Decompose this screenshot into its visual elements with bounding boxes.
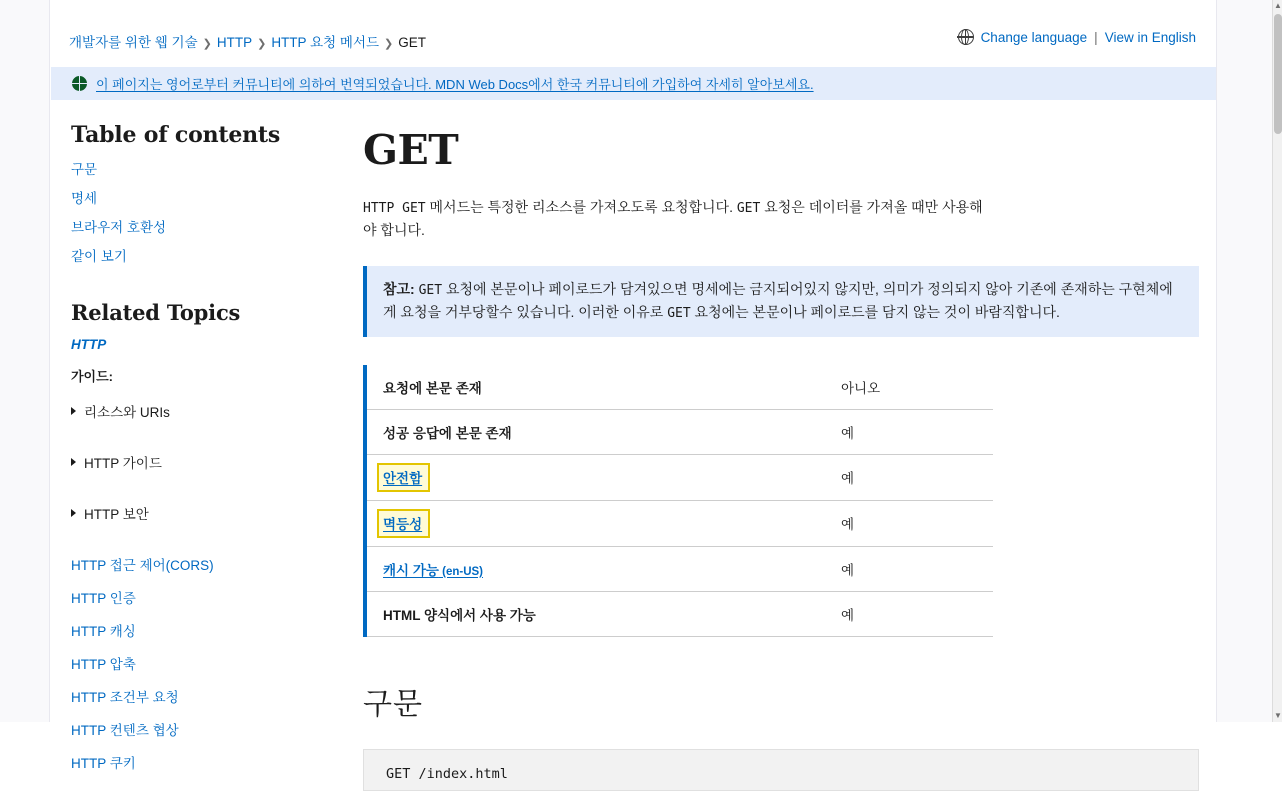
translation-notice-link[interactable]: 이 페이지는 영어로부터 커뮤니티에 의하여 번역되었습니다. MDN Web Docs에서 한국 커뮤니티에 가입하여 자세히 알아보세요. bbox=[96, 77, 814, 92]
inline-code: GET bbox=[667, 305, 691, 321]
list-item bbox=[71, 554, 331, 575]
breadcrumb-separator-2: ❯ bbox=[384, 38, 394, 50]
scroll-up-arrow-icon[interactable]: ▲ bbox=[1274, 1, 1282, 10]
main-content bbox=[363, 110, 1216, 782]
list-item bbox=[71, 752, 331, 773]
property-value: 예 bbox=[841, 471, 855, 487]
caret-right-icon bbox=[71, 458, 76, 466]
toc-item-3[interactable]: 같이 보기 bbox=[71, 249, 127, 264]
property-value: 예 bbox=[841, 562, 855, 578]
intro-text-2: 요청은 데이터를 가져올 때만 사용해야 합니다. bbox=[363, 199, 983, 239]
table-row bbox=[365, 365, 993, 410]
left-gutter bbox=[0, 0, 50, 722]
list-item bbox=[71, 653, 331, 674]
sidebar-item-caching[interactable]: HTTP 캐싱 bbox=[71, 624, 136, 639]
inline-code: HTTP GET bbox=[363, 201, 426, 216]
language-controls bbox=[958, 29, 1196, 45]
view-in-english-link[interactable]: View in English bbox=[1104, 29, 1196, 45]
properties-table bbox=[363, 365, 993, 637]
table-row bbox=[365, 454, 993, 500]
sidebar-item-compression[interactable]: HTTP 압축 bbox=[71, 657, 136, 672]
toc-list bbox=[71, 158, 331, 266]
related-topics-title: Related Topics bbox=[71, 300, 241, 325]
toc-item-2[interactable]: 브라우저 호환성 bbox=[71, 220, 167, 235]
sidebar-item-cookies[interactable]: HTTP 쿠키 bbox=[71, 756, 136, 771]
focus-highlight bbox=[379, 511, 428, 536]
sidebar-expandable-resources-uris[interactable] bbox=[71, 401, 331, 421]
breadcrumb-item-1[interactable]: HTTP bbox=[216, 35, 253, 50]
sidebar-item-content-negotiation[interactable]: HTTP 컨텐츠 협상 bbox=[71, 723, 179, 738]
focus-highlight bbox=[379, 465, 428, 490]
property-link-safe[interactable]: 안전함 bbox=[383, 470, 423, 486]
breadcrumb-separator-1: ❯ bbox=[257, 38, 267, 50]
note-callout bbox=[363, 266, 1199, 337]
right-gutter bbox=[1216, 0, 1272, 722]
language-divider: | bbox=[1094, 29, 1098, 45]
property-value: 예 bbox=[841, 425, 855, 441]
sidebar bbox=[51, 110, 351, 771]
sidebar-expandable-label: 리소스와 URIs bbox=[84, 405, 170, 420]
related-topic-http[interactable]: HTTP bbox=[71, 337, 107, 352]
table-row bbox=[365, 409, 993, 454]
top-bar bbox=[51, 0, 1216, 62]
property-label: 요청에 본문 존재 bbox=[383, 380, 482, 396]
sidebar-expandable-label: HTTP 가이드 bbox=[84, 456, 162, 471]
table-row bbox=[365, 546, 993, 591]
sidebar-item-cors[interactable]: HTTP 접근 제어(CORS) bbox=[71, 558, 214, 573]
table-row bbox=[365, 500, 993, 546]
breadcrumb bbox=[69, 31, 426, 51]
list-item bbox=[71, 686, 331, 707]
scrollbar-thumb[interactable] bbox=[1274, 14, 1282, 134]
list-item bbox=[71, 620, 331, 641]
sidebar-expandable-http-guide[interactable] bbox=[71, 452, 331, 472]
property-label-cacheable bbox=[365, 546, 825, 591]
page-title: GET bbox=[363, 126, 459, 174]
toc-title: Table of contents bbox=[71, 122, 281, 148]
sidebar-expandable-http-security[interactable] bbox=[71, 503, 331, 523]
breadcrumb-item-0[interactable]: 개발자를 위한 웹 기술 bbox=[69, 35, 198, 50]
note-prefix: 참고: bbox=[383, 280, 415, 297]
note-text-1: 요청에 본문이나 페이로드가 담겨있으면 명세에는 금지되어있지 않지만, 의미가 정의되지 않아 기존에 존재하는 구현체에게 요청을 거부당할수 있습니다. 이러한 이유로 bbox=[383, 280, 1173, 320]
property-label: 성공 응답에 본문 존재 bbox=[383, 425, 512, 441]
property-label: HTML 양식에서 사용 가능 bbox=[383, 607, 536, 623]
sidebar-item-auth[interactable]: HTTP 인증 bbox=[71, 591, 136, 606]
sidebar-item-conditional-requests[interactable]: HTTP 조건부 요청 bbox=[71, 690, 179, 705]
en-us-suffix[interactable]: (en-US) bbox=[438, 565, 484, 578]
table-row bbox=[365, 591, 993, 636]
globe-badge-icon bbox=[72, 76, 87, 91]
inline-code: GET bbox=[736, 201, 761, 216]
property-link-cacheable[interactable]: 캐시 가능 bbox=[383, 562, 439, 578]
scroll-down-arrow-icon[interactable]: ▼ bbox=[1274, 711, 1282, 720]
breadcrumb-separator-0: ❯ bbox=[202, 38, 212, 50]
inline-code: GET bbox=[418, 282, 443, 298]
property-value: 예 bbox=[841, 607, 855, 623]
sidebar-expandable-label: HTTP 보안 bbox=[84, 507, 149, 522]
property-label-safe bbox=[365, 454, 825, 500]
property-value: 아니오 bbox=[841, 380, 881, 396]
translation-notice bbox=[51, 67, 1216, 100]
caret-right-icon bbox=[71, 407, 76, 415]
list-item bbox=[71, 587, 331, 608]
section-heading-syntax: 구문 bbox=[363, 686, 423, 722]
intro-paragraph bbox=[363, 196, 995, 242]
list-item bbox=[71, 216, 331, 237]
guide-label: 가이드: bbox=[71, 369, 114, 384]
breadcrumb-item-2[interactable]: HTTP 요청 메서드 bbox=[271, 35, 380, 50]
list-item bbox=[71, 719, 331, 740]
change-language-button[interactable]: Change language bbox=[980, 29, 1088, 45]
breadcrumb-item-current: GET bbox=[398, 35, 427, 50]
globe-icon bbox=[958, 29, 974, 45]
property-label-idempotent bbox=[365, 500, 825, 546]
list-item bbox=[71, 158, 331, 179]
list-item bbox=[71, 245, 331, 266]
toc-item-0[interactable]: 구문 bbox=[71, 162, 98, 177]
list-item bbox=[71, 187, 331, 208]
property-link-idempotent[interactable]: 멱등성 bbox=[383, 516, 423, 532]
property-value: 예 bbox=[841, 517, 855, 533]
vertical-scrollbar[interactable] bbox=[1272, 0, 1282, 722]
sidebar-link-list bbox=[71, 554, 331, 773]
intro-text-1: 메서드는 특정한 리소스를 가져오도록 요청합니다. bbox=[425, 199, 737, 215]
note-text-2: 요청에는 본문이나 페이로드를 담지 않는 것이 바람직합니다. bbox=[690, 303, 1060, 320]
caret-right-icon bbox=[71, 509, 76, 517]
syntax-code-block: GET /index.html bbox=[363, 749, 1199, 791]
toc-item-1[interactable]: 명세 bbox=[71, 191, 98, 206]
